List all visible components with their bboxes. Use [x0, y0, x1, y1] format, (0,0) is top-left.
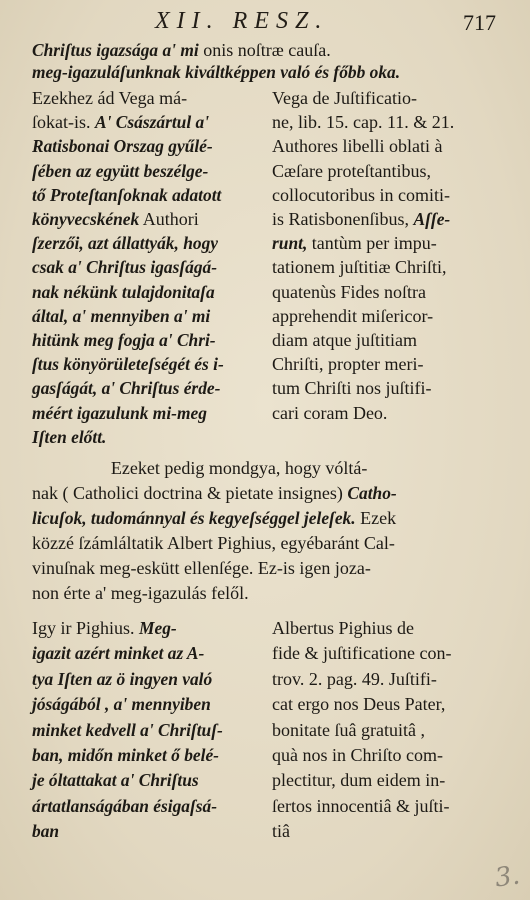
line-segment: meg-igazuláſunknak kiváltképpen való és főbb oka.: [32, 62, 401, 82]
text-line: [32, 720, 223, 742]
text-line: [32, 796, 217, 818]
line-segment: nak ( Catholici doctrina & pietate insignes): [32, 483, 348, 503]
line-segment: Authori: [139, 209, 199, 229]
text-line: [32, 88, 187, 110]
text-line: [32, 694, 211, 716]
text-line: [32, 282, 215, 304]
text-line: [272, 209, 450, 231]
line-segment: quatenùs Fides noſtra: [272, 281, 426, 302]
text-line: [272, 330, 417, 352]
handwritten-mark: 3.: [493, 860, 522, 894]
text-line: [32, 112, 209, 134]
line-segment: Igy ir Pighius.: [32, 618, 140, 638]
line-segment: ártatlanságában ésigaſsá-: [32, 795, 218, 816]
line-segment: vinuſnak meg-eskütt ellenſége. Ez-is igen joza-: [32, 558, 371, 578]
line-segment: cat ergo nos Deus Pater,: [272, 694, 446, 715]
text-line: [272, 354, 423, 376]
text-line: [32, 618, 177, 640]
line-segment: A' Császártul a': [95, 112, 210, 133]
line-segment: ban, midőn minket ő belé-: [32, 745, 219, 765]
text-line: [272, 796, 449, 818]
page-header: [0, 8, 530, 36]
text-line: [272, 403, 387, 425]
text-line: [272, 821, 290, 843]
line-segment: ne, lib. 15. cap. 11. & 21.: [272, 112, 455, 133]
text-line: [32, 354, 224, 376]
text-line: [32, 257, 217, 279]
text-line: [32, 330, 216, 352]
text-line: [32, 533, 395, 555]
line-segment: Ezekhez ád Vega má-: [32, 88, 188, 108]
line-segment: Chriſti, propter meri-: [272, 354, 424, 375]
page-number: 717: [463, 10, 496, 35]
line-segment: Ezeket pedig mondgya, hogy vóltá-: [106, 458, 368, 478]
line-segment: Vega de Juſtificatio-: [272, 88, 417, 108]
line-segment: onis noſtræ cauſa.: [198, 40, 331, 60]
line-segment: tantùm per impu-: [307, 233, 437, 254]
line-segment: jóságából , a' mennyiben: [32, 694, 211, 715]
text-line: [32, 508, 396, 530]
text-line: [32, 770, 199, 792]
text-line: [272, 378, 432, 400]
line-segment: tya Iſten az ö ingyen való: [32, 668, 213, 689]
text-line: [272, 745, 443, 767]
line-segment: igazit azért minket az A-: [32, 643, 205, 664]
line-segment: Authores libelli oblati à: [272, 136, 443, 157]
text-line: [272, 669, 437, 691]
line-segment: minket kedvell a' Chriſtuſ-: [32, 719, 223, 740]
text-line: [272, 618, 414, 640]
line-segment: tationem juſtitiæ Chriſti,: [272, 257, 447, 278]
text-line: [32, 558, 371, 580]
text-line: [272, 643, 451, 665]
text-line: [32, 669, 212, 691]
line-segment: apprehendit miſericor-: [272, 305, 434, 326]
line-segment: közzé ſzámláltatik Albert Pighius, egyébaránt Cal-: [32, 533, 395, 553]
running-head: XII. RESZ.: [155, 8, 329, 34]
line-segment: Ezek: [355, 508, 397, 528]
line-segment: csak a' Chriſtus igasſágá-: [32, 257, 218, 278]
line-segment: Ratisbonai Orszag gyűlé-: [32, 136, 213, 157]
text-line: [272, 161, 431, 183]
line-segment: által, a' mennyiben a' mi: [32, 305, 211, 326]
line-segment: bonitate ſuâ gratuitâ ,: [272, 719, 425, 740]
text-line: [32, 427, 106, 449]
text-line: [272, 136, 442, 158]
text-line: [272, 694, 445, 716]
line-segment: trov. 2. pag. 49. Juſtifi-: [272, 668, 437, 689]
line-segment: Aſſe-: [413, 209, 451, 229]
text-line: [32, 378, 220, 400]
line-segment: Catho-: [347, 483, 397, 503]
text-line: [32, 185, 221, 207]
line-segment: ſében az együtt beszélge-: [32, 160, 209, 181]
line-segment: hitünk meg fogja a' Chri-: [32, 330, 216, 350]
line-segment: is Ratisbonenſibus,: [272, 209, 414, 229]
text-line: [32, 306, 210, 328]
line-segment: je óltattakat a' Chriſtus: [32, 770, 199, 791]
text-line: [32, 483, 397, 505]
text-line: [32, 821, 59, 843]
line-segment: ſokat-is.: [32, 112, 95, 133]
line-segment: Chriſtus igazsága a' mi: [32, 40, 199, 60]
text-line: [272, 233, 437, 255]
text-line: [32, 403, 207, 425]
text-line: [272, 112, 454, 134]
line-segment: ban: [32, 821, 60, 842]
line-segment: nak nékünk tulajdonitaſa: [32, 281, 215, 302]
text-line: [32, 583, 249, 605]
line-segment: collocutoribus in comiti-: [272, 184, 450, 205]
line-segment: tiâ: [272, 821, 290, 842]
text-line: [32, 40, 331, 62]
line-segment: diam atque juſtitiam: [272, 330, 417, 350]
text-line: [32, 62, 400, 84]
line-segment: quà nos in Chriſto com-: [272, 745, 443, 765]
text-line: [272, 720, 425, 742]
line-segment: tum Chriſti nos juſtifi-: [272, 378, 432, 399]
text-line: [32, 745, 219, 767]
text-line: [32, 458, 367, 480]
line-segment: gasſágát, a' Chriſtus érde-: [32, 378, 221, 399]
text-line: [32, 233, 218, 255]
line-segment: méért igazulunk mi-meg: [32, 402, 207, 423]
text-line: [272, 88, 417, 110]
text-line: [272, 770, 445, 792]
line-segment: plectitur, dum eidem in-: [272, 770, 446, 791]
text-line: [32, 209, 199, 231]
line-segment: ſtus könyörületeſségét és i-: [32, 354, 224, 375]
text-line: [32, 161, 208, 183]
line-segment: Cæſare proteſtantibus,: [272, 160, 431, 181]
line-segment: Iſten előtt.: [32, 426, 107, 447]
line-segment: fide & juſtificatione con-: [272, 643, 452, 664]
line-segment: cari coram Deo.: [272, 402, 388, 423]
text-line: [272, 257, 447, 279]
text-line: [272, 282, 426, 304]
text-line: [272, 306, 433, 328]
line-segment: tő Proteſtanſoknak adatott: [32, 184, 222, 205]
line-segment: ſertos innocentiâ & juſti-: [272, 795, 450, 816]
line-segment: runt,: [272, 233, 308, 254]
line-segment: non érte a' meg-igazulás felől.: [32, 583, 249, 603]
line-segment: könyvecskének: [32, 209, 140, 229]
text-line: [272, 185, 450, 207]
line-segment: licuſok, tudománnyal és kegyeſséggel jeleſek.: [32, 508, 356, 528]
line-segment: Meg-: [139, 618, 177, 638]
line-segment: ſzerzői, azt állattyák, hogy: [32, 233, 218, 254]
line-segment: Albertus Pighius de: [272, 618, 414, 638]
text-line: [32, 643, 204, 665]
text-line: [32, 136, 213, 158]
